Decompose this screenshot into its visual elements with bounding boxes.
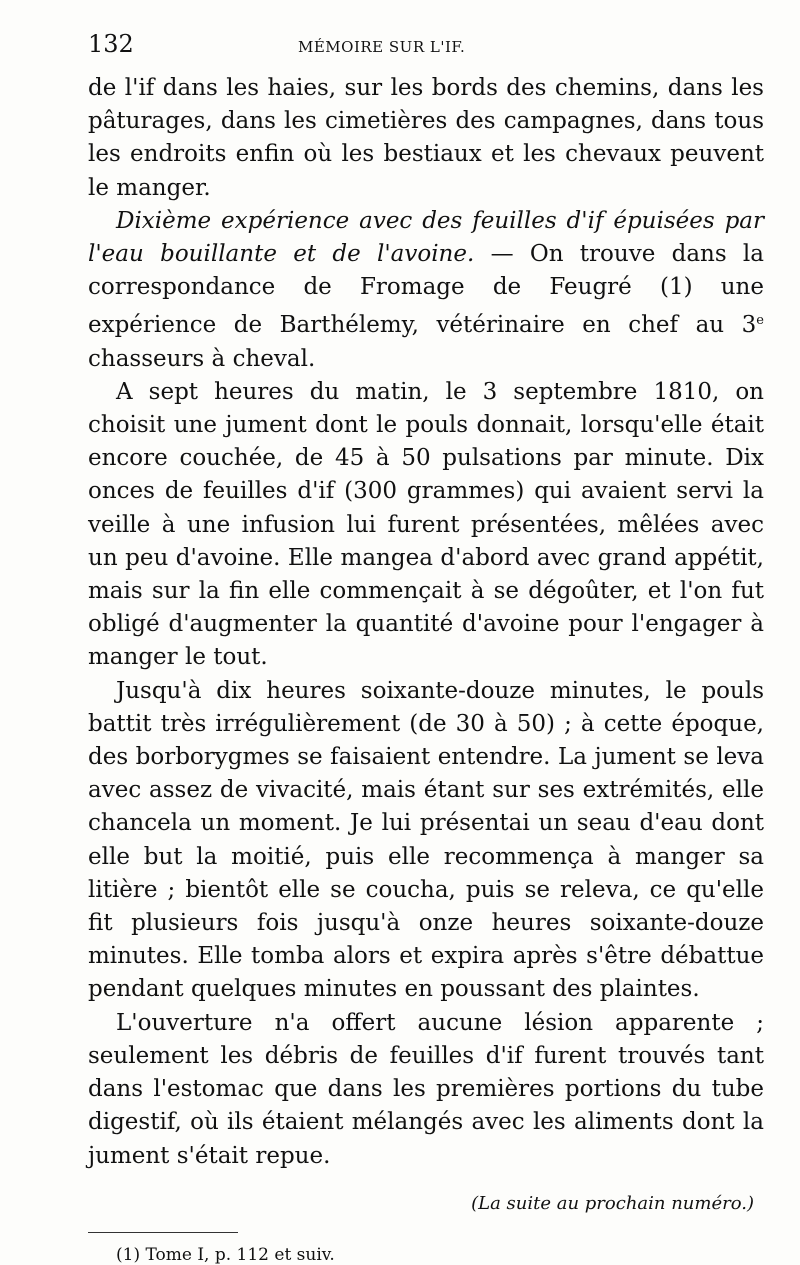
body-text	[88, 72, 764, 1173]
page-header	[88, 30, 764, 64]
page-number: 132	[88, 30, 134, 58]
paragraph-5: L'ouverture n'a offert aucune lésion apparente ; seulement les débris de feuilles d'if furent trouvés tant dans l'estomac que dans les premières portions du tube digestif, où ils étaient mélangés avec les aliments dont la jument s'était repue.	[88, 1009, 764, 1169]
paragraph-2	[88, 205, 764, 376]
paragraph-2-text-a: — On trouve dans la correspondance de Fromage de Feugré (1) une expérience de Barthélemy, vétérinaire en chef au 3	[88, 241, 764, 339]
book-page	[88, 30, 764, 1265]
footnote-divider	[88, 1232, 238, 1233]
superscript-e: e	[756, 313, 764, 329]
running-title: MÉMOIRE SUR L'IF.	[298, 38, 466, 56]
paragraph-3: A sept heures du matin, le 3 septembre 1810, on choisit une jument dont le pouls donnait, lorsqu'elle était encore couchée, de 45 à 50 pulsations par minute. Dix onces de feuilles d'if (300 grammes) qui avaient servi la veille à une infusion lui furent présentées, mêlées avec un peu d'avoine. Elle mangea d'abord avec grand appétit, mais sur la fin elle commençait à se dégoûter, et l'on fut obligé d'augmenter la quantité d'avoine pour l'engager à manger le tout.	[88, 378, 764, 671]
paragraph-2-text-b: chasseurs à cheval.	[88, 345, 316, 372]
paragraph-4: Jusqu'à dix heures soixante-douze minutes, le pouls battit très irrégulièrement (de 30 à 50) ; à cette époque, des borborygmes se faisaient entendre. La jument se leva avec assez de vivacité, mais étant sur ses extrémités, elle chancela un moment. Je lui présentai un seau d'eau dont elle but la moitié, puis elle recommença à manger sa litière ; bientôt elle se coucha, puis se releva, ce qu'elle fit plusieurs fois jusqu'à onze heures soixante-douze minutes. Elle tomba alors et expira après s'être débattue pendant quelques minutes en poussant des plaintes.	[88, 677, 764, 1003]
footnote: (1) Tome I, p. 112 et suiv.	[116, 1244, 335, 1265]
paragraph-1: de l'if dans les haies, sur les bords des chemins, dans les pâturages, dans les cimetières des campagnes, dans tous les endroits enfin où les bestiaux et les chevaux peuvent le manger.	[88, 75, 764, 201]
experiment-heading: Dixième expérience avec des feuilles d'if épuisées par l'eau bouillante et de l'avoine.	[88, 207, 764, 268]
continued-note: (La suite au prochain numéro.)	[471, 1192, 754, 1214]
